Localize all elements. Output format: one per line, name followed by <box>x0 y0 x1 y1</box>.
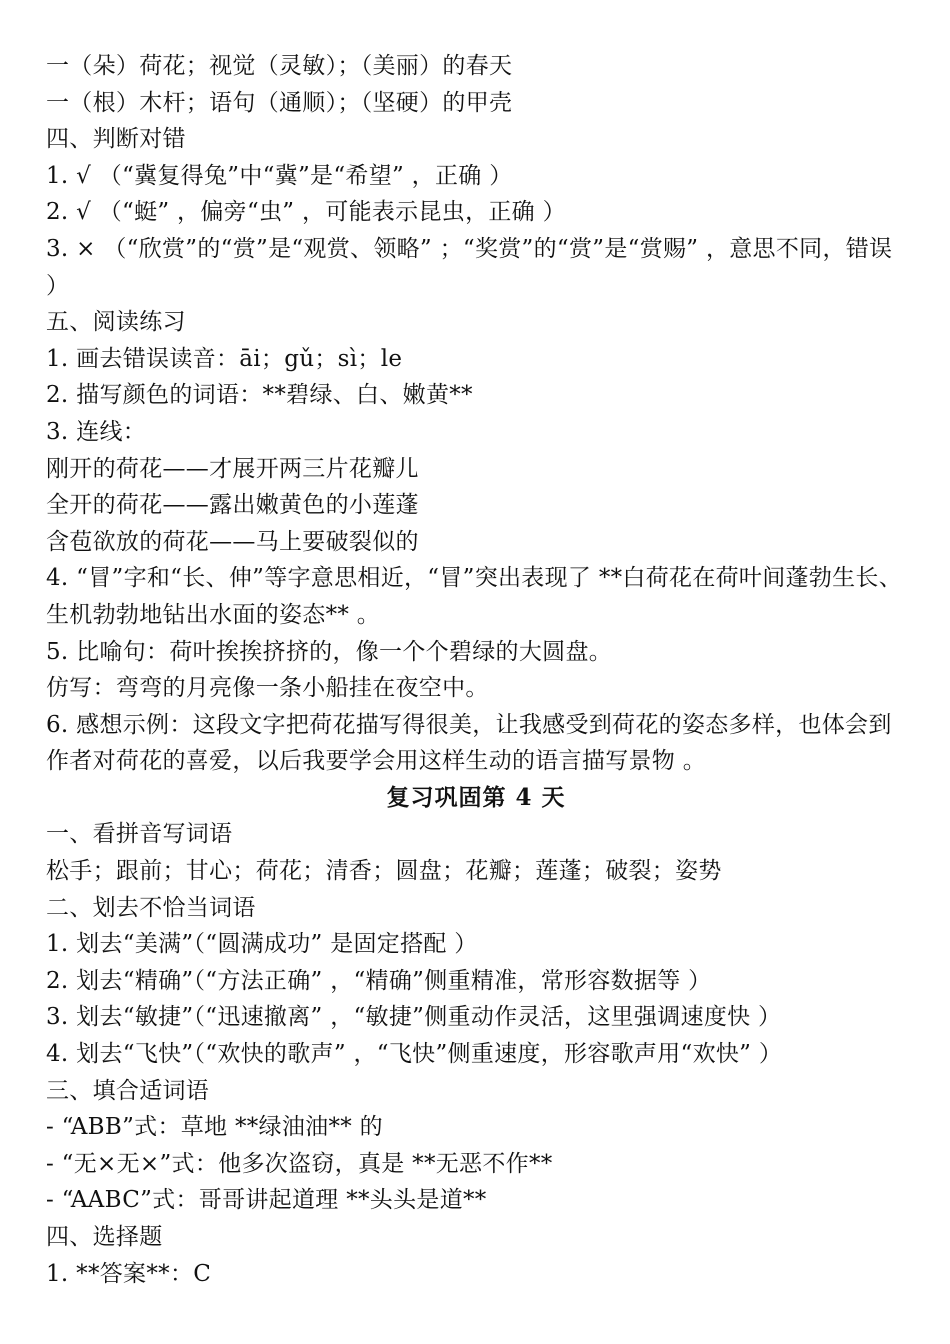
cross-out-item-3: 3. 划去“敏捷”（“迅速撤离” ，“敏捷”侧重动作灵活，这里强调速度快 ） <box>46 1004 782 1031</box>
text-line-measure-words-2: 一（根）木杆；语句（通顺）；（坚硬）的甲壳 <box>46 89 513 116</box>
reading-item-5: 5. 比喻句：荷叶挨挨挤挤的，像一个个碧绿的大圆盘。 <box>46 638 613 665</box>
matching-line-3: 含苞欲放的荷花——马上要破裂似的 <box>46 528 419 555</box>
reading-item-1: 1. 画去错误读音：āi；gǔ；sì；le <box>46 345 403 372</box>
imitation-sentence: 仿写：弯弯的月亮像一条小船挂在夜空中。 <box>46 675 489 702</box>
cross-out-item-2: 2. 划去“精确”（“方法正确” ，“精确”侧重精准，常形容数据等 ） <box>46 967 712 994</box>
reading-item-3: 3. 连线： <box>46 418 147 445</box>
fill-item-wuxwux: - “无×无×”式：他多次盗窃，真是 **无恶不作** <box>46 1150 553 1177</box>
reading-item-6: 6. 感想示例：这段文字把荷花描写得很美，让我感受到荷花的姿态多样，也体会到作者对荷花的喜爱，以后我要学会用这样生动的语言描写景物 。 <box>46 711 892 775</box>
heading-fill-words: 三、填合适词语 <box>46 1077 210 1104</box>
true-false-item-2: 2. √ （“蜓” ，偏旁“虫” ，可能表示昆虫，正确 ） <box>46 199 566 226</box>
reading-item-2: 2. 描写颜色的词语：**碧绿、白、嫩黄** <box>46 382 473 409</box>
text-line-measure-words-1: 一（朵）荷花；视觉（灵敏）；（美丽）的春天 <box>46 53 513 79</box>
heading-pinyin-words: 一、看拼音写词语 <box>46 821 233 848</box>
heading-true-false: 四、判断对错 <box>46 126 186 153</box>
heading-cross-out-words: 二、划去不恰当词语 <box>46 894 256 921</box>
matching-line-1: 刚开的荷花——才展开两三片花瓣儿 <box>46 455 419 482</box>
cross-out-item-4: 4. 划去“飞快”（“欢快的歌声” ，“飞快”侧重速度，形容歌声用“欢快” ） <box>46 1041 783 1068</box>
fill-item-aabc: - “AABC”式：哥哥讲起道理 **头头是道** <box>46 1187 487 1214</box>
heading-reading-practice: 五、阅读练习 <box>46 309 186 336</box>
true-false-item-3: 3. × （“欣赏”的“赏”是“观赏、领略” ；“奖赏”的“赏”是“赏赐” ，意思不同，错误 ） <box>46 235 900 299</box>
matching-line-2: 全开的荷花——露出嫩黄色的小莲蓬 <box>46 492 419 519</box>
section-title: 复习巩固第 4 天 <box>386 783 566 811</box>
heading-multiple-choice: 四、选择题 <box>46 1224 163 1250</box>
pinyin-words-answers: 松手；跟前；甘心；荷花；清香；圆盘；花瓣；莲蓬；破裂；姿势 <box>46 858 722 885</box>
reading-item-4: 4. “冒”字和“长、伸”等字意思相近，“冒”突出表现了 **白荷花在荷叶间蓬勃生长、生机勃勃地钻出水面的姿态** 。 <box>46 565 903 628</box>
true-false-item-1: 1. √ （“冀复得兔”中“冀”是“希望” ，正确 ） <box>46 162 513 189</box>
choice-item-1: 1. **答案**：C <box>46 1260 212 1287</box>
cross-out-item-1: 1. 划去“美满”（“圆满成功” 是固定搭配 ） <box>46 931 478 958</box>
fill-item-abb: - “ABB”式：草地 **绿油油** 的 <box>46 1114 383 1141</box>
